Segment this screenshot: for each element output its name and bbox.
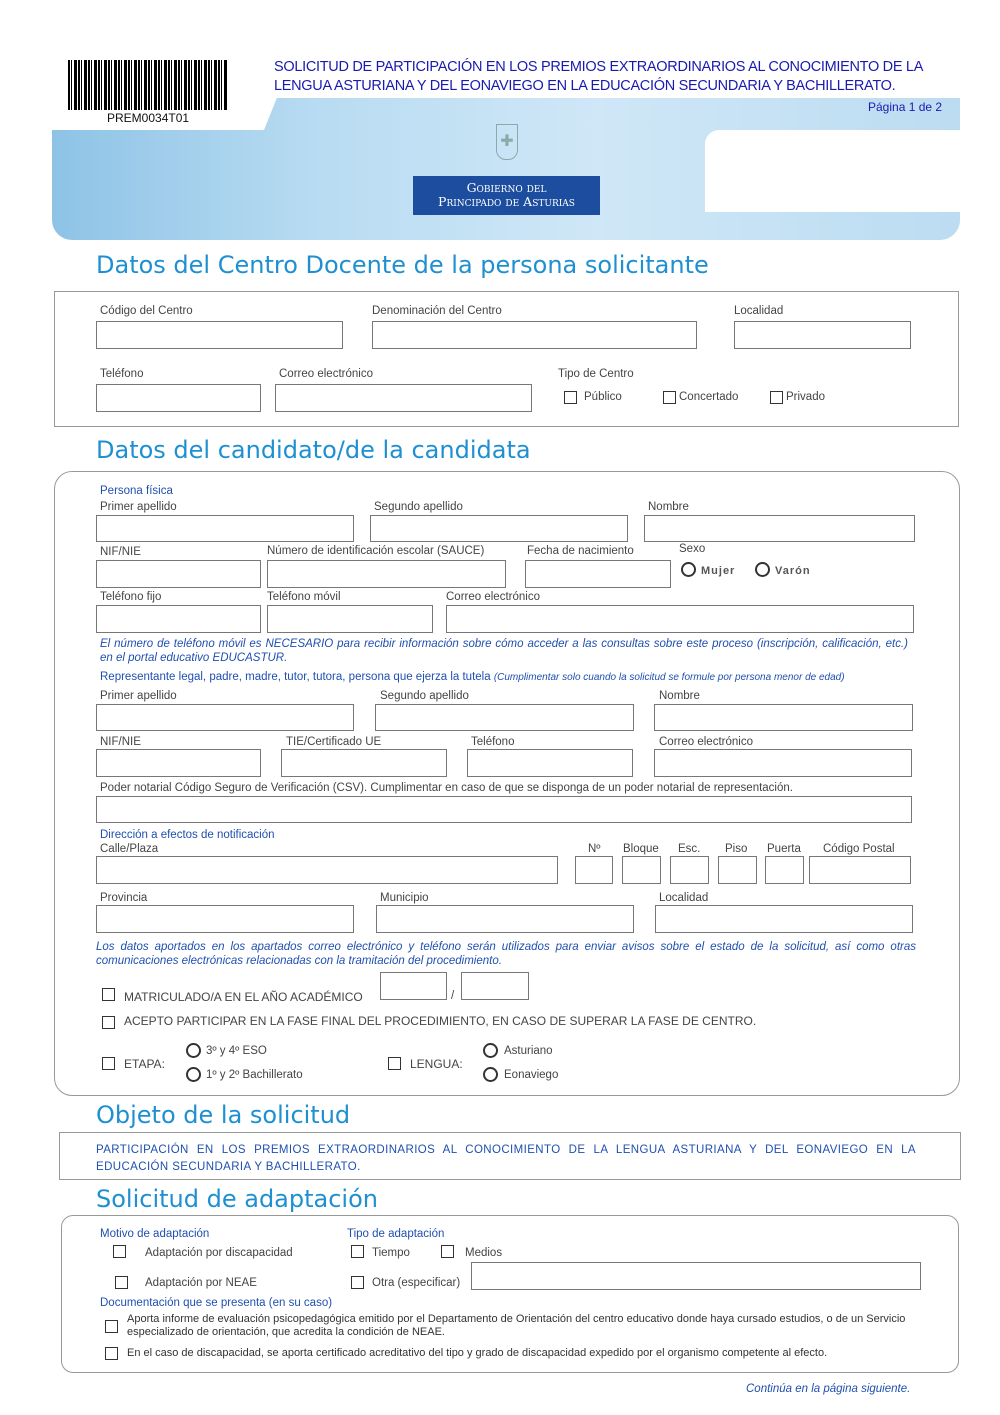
label-eonaviego: Eonaviego — [504, 1069, 559, 1081]
label-rep-segundo-apellido: Segundo apellido — [380, 690, 469, 702]
piso-input[interactable] — [718, 856, 757, 884]
label-telefono-fijo: Teléfono fijo — [100, 591, 162, 603]
objeto-text: PARTICIPACIÓN EN LOS PREMIOS EXTRAORDINARIOS AL CONOCIMIENTO DE LA LENGUA ASTURIANA Y DEL EONAVIEGO EN LA EDUCACIÓN SECUNDARIA Y BACHILLERATO. — [96, 1144, 916, 1173]
label-neae: Adaptación por NEAE — [145, 1277, 257, 1289]
form-title — [274, 58, 923, 96]
tiempo-checkbox[interactable] — [351, 1245, 364, 1258]
barcode-code: PREM0034T01 — [107, 111, 190, 125]
label-piso: Piso — [725, 843, 748, 855]
label-sauce: Número de identificación escolar (SAUCE) — [267, 545, 485, 557]
rep-telefono-input[interactable] — [467, 749, 633, 777]
calle-input[interactable] — [96, 856, 558, 884]
label-etapa: ETAPA: — [124, 1057, 165, 1071]
eonaviego-radio[interactable] — [483, 1067, 498, 1082]
label-asturiano: Asturiano — [504, 1045, 553, 1057]
ano-academico-fin-input[interactable] — [461, 972, 529, 1000]
label-telefono-centro: Teléfono — [100, 368, 144, 380]
persona-fisica-heading: Persona física — [100, 485, 173, 497]
documentacion-heading: Documentación que se presenta (en su caso) — [100, 1297, 333, 1309]
label-localidad-centro: Localidad — [734, 305, 784, 317]
nombre-input[interactable] — [644, 515, 915, 542]
label-publico: Público — [584, 391, 622, 403]
concertado-checkbox[interactable] — [663, 391, 676, 404]
escalera-input[interactable] — [670, 856, 709, 884]
otra-checkbox[interactable] — [351, 1276, 364, 1289]
page-number: Página 1 de 2 — [868, 100, 943, 114]
codigo-postal-input[interactable] — [809, 856, 911, 884]
localidad-input[interactable] — [655, 905, 913, 933]
note-telefono-movil: El número de teléfono móvil es NECESARIO para recibir información sobre cómo acceder a las consultas sobre este proceso (inscripción, calificación, etc.) en el portal educativo EDUCASTUR. — [100, 638, 908, 664]
doc-certificado-checkbox[interactable] — [105, 1347, 118, 1360]
matriculado-checkbox[interactable] — [102, 988, 115, 1001]
rep-nif-input[interactable] — [96, 749, 261, 777]
tipo-heading: Tipo de adaptación — [347, 1228, 445, 1240]
label-sexo: Sexo — [679, 543, 706, 555]
rep-nombre-input[interactable] — [654, 704, 913, 731]
rep-tie-input[interactable] — [281, 749, 447, 777]
government-logo — [413, 176, 600, 215]
section-title-adaptacion: Solicitud de adaptación — [96, 1185, 378, 1213]
barcode — [68, 60, 228, 110]
label-eso: 3º y 4º ESO — [206, 1045, 267, 1057]
rep-correo-input[interactable] — [654, 749, 912, 777]
label-tipo-centro: Tipo de Centro — [558, 368, 634, 380]
label-puerta: Puerta — [767, 843, 801, 855]
sauce-input[interactable] — [267, 560, 506, 588]
discapacidad-checkbox[interactable] — [113, 1245, 126, 1258]
lengua-checkbox[interactable] — [388, 1057, 401, 1070]
neae-checkbox[interactable] — [115, 1276, 128, 1289]
bloque-input[interactable] — [622, 856, 661, 884]
doc-informe-label: Aporta informe de evaluación psicopedagógica emitido por el Departamento de Orientación del centro educativo donde haya cursado estudios, o de un Servicio especializado de orientación, que acredita la condición de NEAE. — [127, 1313, 906, 1338]
telefono-centro-input[interactable] — [96, 384, 261, 412]
label-codigo-postal: Código Postal — [823, 843, 895, 855]
acepto-checkbox[interactable] — [102, 1016, 115, 1029]
doc-certificado-label: En el caso de discapacidad, se aporta certificado acreditativo del tipo y grado de discapacidad expedido por el organismo competente al efecto. — [127, 1347, 828, 1359]
label-bloque: Bloque — [623, 843, 659, 855]
label-escalera: Esc. — [678, 843, 701, 855]
header-white-cutout-right — [705, 130, 965, 212]
label-varon: Varón — [775, 565, 811, 577]
doc-informe-checkbox[interactable] — [105, 1320, 118, 1333]
label-rep-correo: Correo electrónico — [659, 736, 753, 748]
puerta-input[interactable] — [765, 856, 804, 884]
poder-notarial-csv-input[interactable] — [96, 796, 912, 823]
label-fecha-nacimiento: Fecha de nacimiento — [527, 545, 634, 557]
label-privado: Privado — [786, 391, 825, 403]
otra-especificar-input[interactable] — [471, 1262, 921, 1290]
label-segundo-apellido: Segundo apellido — [374, 501, 463, 513]
nif-input[interactable] — [96, 560, 261, 588]
eso-radio[interactable] — [186, 1043, 201, 1058]
label-discapacidad: Adaptación por discapacidad — [145, 1247, 293, 1259]
label-poder-notarial: Poder notarial Código Seguro de Verificación (CSV). Cumplimentar en caso de que se disponga de un poder notarial de representación. — [100, 782, 793, 794]
rep-primer-apellido-input[interactable] — [96, 704, 354, 731]
label-matriculado: MATRICULADO/A EN EL AÑO ACADÉMICO — [124, 990, 363, 1004]
correo-centro-input[interactable] — [275, 384, 532, 412]
localidad-centro-input[interactable] — [734, 321, 911, 349]
fecha-nacimiento-input[interactable] — [525, 560, 671, 588]
label-telefono-movil: Teléfono móvil — [267, 591, 341, 603]
rep-segundo-apellido-input[interactable] — [375, 704, 634, 731]
label-acepto: ACEPTO PARTICIPAR EN LA FASE FINAL DEL PROCEDIMIENTO, EN CASO DE SUPERAR LA FASE DE CENTRO. — [124, 1014, 757, 1028]
label-bachillerato: 1º y 2º Bachillerato — [206, 1069, 303, 1081]
label-codigo: Código del Centro — [100, 305, 193, 317]
label-rep-primer-apellido: Primer apellido — [100, 690, 177, 702]
label-rep-telefono: Teléfono — [471, 736, 515, 748]
asturiano-radio[interactable] — [483, 1043, 498, 1058]
form-title-line1: SOLICITUD DE PARTICIPACIÓN EN LOS PREMIOS EXTRAORDINARIOS AL CONOCIMIENTO DE LA — [274, 59, 924, 75]
privado-checkbox[interactable] — [770, 391, 783, 404]
label-localidad: Localidad — [659, 892, 709, 904]
label-primer-apellido: Primer apellido — [100, 501, 177, 513]
form-title-line2: LENGUA ASTURIANA Y DEL EONAVIEGO EN LA EDUCACIÓN SECUNDARIA Y BACHILLERATO. — [274, 78, 896, 94]
label-rep-tie: TIE/Certificado UE — [286, 736, 382, 748]
medios-checkbox[interactable] — [441, 1245, 454, 1258]
publico-checkbox[interactable] — [564, 391, 577, 404]
label-municipio: Municipio — [380, 892, 429, 904]
label-nif: NIF/NIE — [100, 546, 141, 558]
section-title-centro: Datos del Centro Docente de la persona solicitante — [96, 251, 709, 279]
bachillerato-radio[interactable] — [186, 1067, 201, 1082]
footer-continua: Continúa en la página siguiente. — [746, 1383, 911, 1395]
segundo-apellido-input[interactable] — [370, 515, 628, 542]
section-title-objeto: Objeto de la solicitud — [96, 1101, 351, 1129]
label-medios: Medios — [465, 1247, 503, 1259]
denominacion-input[interactable] — [372, 321, 697, 349]
note-datos-contacto: Los datos aportados en los apartados correo electrónico y teléfono serán utilizados para enviar avisos sobre el estado de la solicitud, así como otras comunicaciones electrónicas relacionadas con la tramitación del procedimiento. — [96, 941, 916, 967]
telefono-movil-input[interactable] — [267, 605, 433, 633]
label-rep-nif: NIF/NIE — [100, 736, 141, 748]
label-mujer: Mujer — [701, 565, 736, 577]
ano-separator: / — [451, 990, 455, 1002]
varon-radio[interactable] — [755, 562, 770, 577]
coat-of-arms-icon: ✚ — [496, 124, 518, 160]
label-correo-centro: Correo electrónico — [279, 368, 373, 380]
label-numero: Nº — [588, 843, 601, 855]
logo-line2: Principado de Asturias — [438, 194, 575, 209]
etapa-checkbox[interactable] — [102, 1057, 115, 1070]
telefono-fijo-input[interactable] — [96, 605, 261, 633]
label-calle: Calle/Plaza — [100, 843, 159, 855]
codigo-centro-input[interactable] — [96, 321, 343, 349]
mujer-radio[interactable] — [681, 562, 696, 577]
section-title-candidato: Datos del candidato/de la candidata — [96, 436, 531, 464]
logo-line1: Gobierno del — [466, 180, 547, 195]
label-correo: Correo electrónico — [446, 591, 540, 603]
label-provincia: Provincia — [100, 892, 148, 904]
representante-title: Representante legal, padre, madre, tutor, tutora, persona que ejerza la tutela — [100, 671, 491, 683]
direccion-heading: Dirección a efectos de notificación — [100, 829, 275, 841]
representante-note: (Cumplimentar solo cuando la solicitud se formule por persona menor de edad) — [493, 672, 845, 683]
label-tiempo: Tiempo — [372, 1247, 410, 1259]
label-rep-nombre: Nombre — [659, 690, 700, 702]
motivo-heading: Motivo de adaptación — [100, 1228, 210, 1240]
label-denominacion: Denominación del Centro — [372, 305, 502, 317]
representante-heading — [100, 671, 845, 683]
label-otra: Otra (especificar) — [372, 1277, 461, 1289]
primer-apellido-input[interactable] — [96, 515, 354, 542]
label-nombre: Nombre — [648, 501, 689, 513]
numero-input[interactable] — [575, 856, 613, 884]
correo-input[interactable] — [446, 605, 914, 633]
label-concertado: Concertado — [679, 391, 739, 403]
label-lengua: LENGUA: — [410, 1057, 463, 1071]
ano-academico-inicio-input[interactable] — [380, 972, 447, 1000]
provincia-input[interactable] — [96, 905, 354, 933]
municipio-input[interactable] — [376, 905, 634, 933]
